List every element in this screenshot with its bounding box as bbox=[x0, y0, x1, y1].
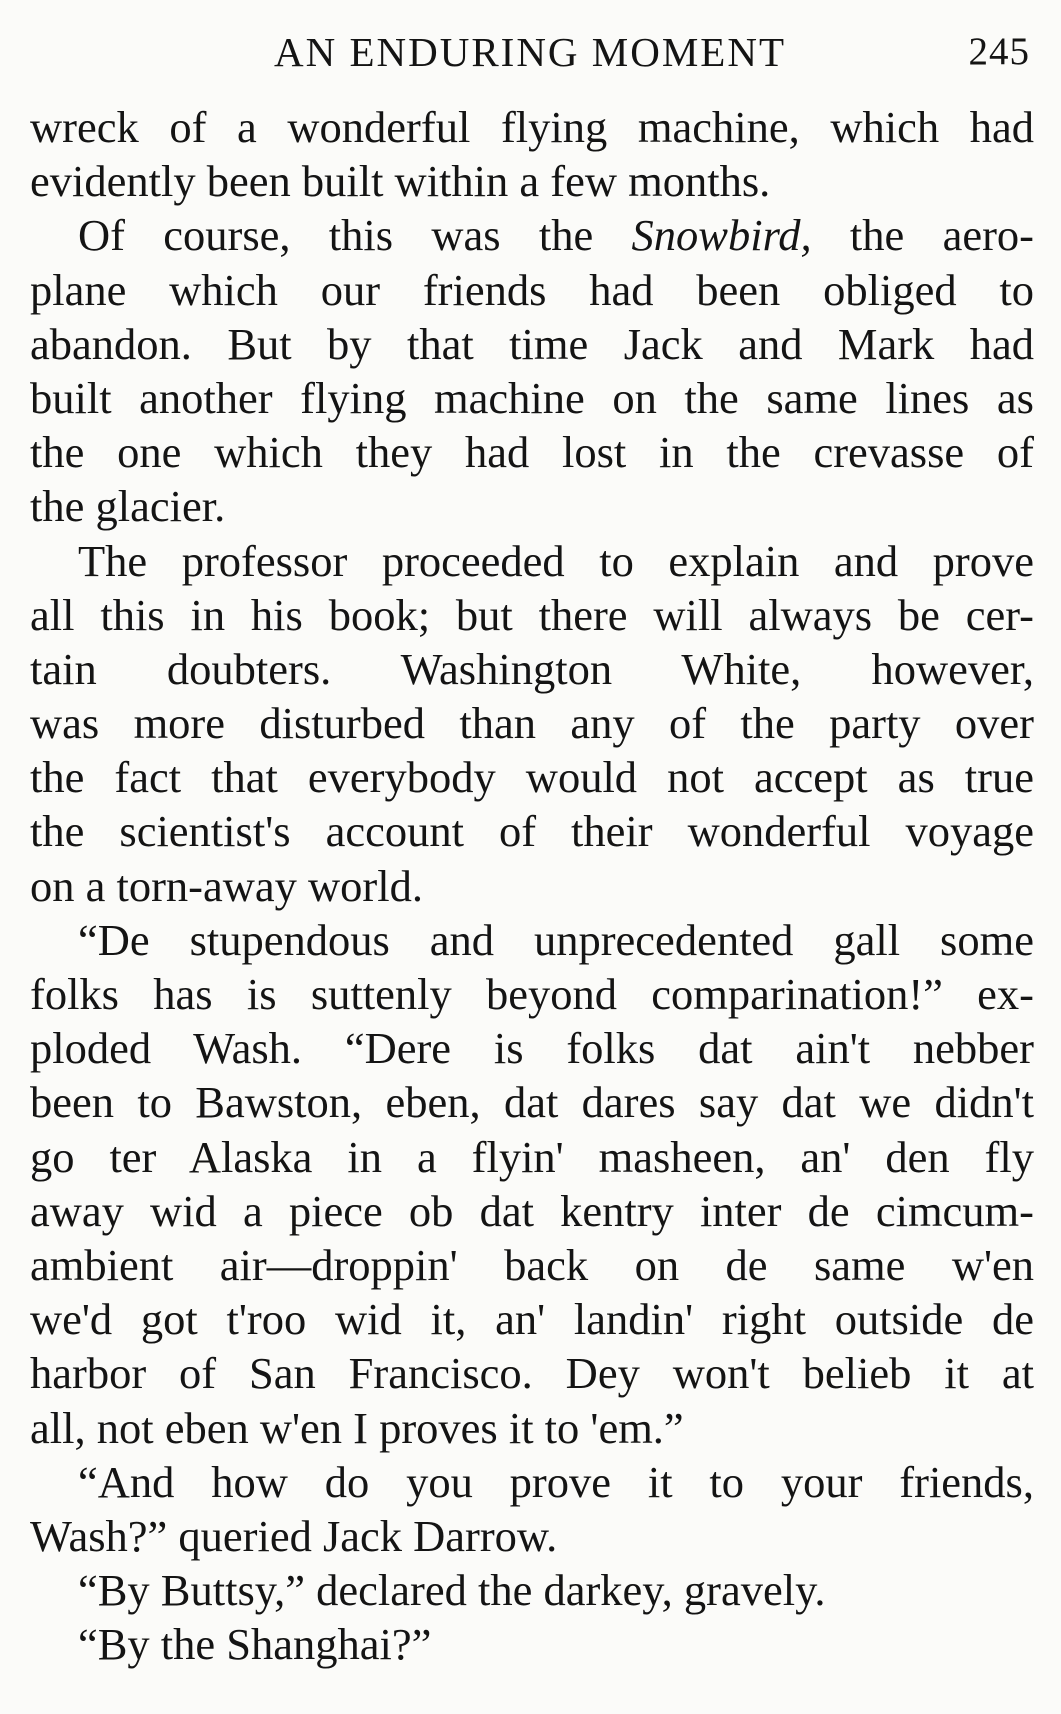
text-line: go ter Alaska in a flyin' masheen, an' den fly bbox=[30, 1131, 1034, 1182]
text-line: evidently been built within a few months. bbox=[30, 156, 771, 207]
text-line: been to Bawston, eben, dat dares say dat we didn't bbox=[30, 1077, 1034, 1128]
text-line: built another flying machine on the same lines as bbox=[30, 372, 1034, 423]
text-line bbox=[30, 208, 1034, 262]
text-line: “By Buttsy,” declared the darkey, gravely. bbox=[78, 1565, 826, 1616]
running-head bbox=[30, 22, 1030, 82]
text-run: the aero- bbox=[811, 210, 1034, 261]
text-line: all this in his book; but there will always be cer- bbox=[30, 589, 1034, 640]
text-line: “De stupendous and unprecedented gall some bbox=[78, 914, 1034, 965]
text-line: ambient air—droppin' back on de same w'en bbox=[30, 1239, 1034, 1290]
text-line: all, not eben w'en I proves it to 'em.” bbox=[30, 1402, 684, 1453]
text-line: plane which our friends had been obliged to bbox=[30, 264, 1034, 315]
text-run: Of course, this was the bbox=[78, 210, 632, 261]
text-line: away wid a piece ob dat kentry inter de cimcum- bbox=[30, 1185, 1034, 1236]
text-line: folks has is suttenly beyond comparination!” ex- bbox=[30, 969, 1034, 1019]
text-line: “And how do you prove it to your friends, bbox=[78, 1456, 1034, 1507]
text-line: ploded Wash. “Dere is folks dat ain't nebber bbox=[30, 1023, 1034, 1074]
text-line: “By the Shanghai?” bbox=[78, 1619, 432, 1670]
text-line: the one which they had lost in the crevasse of bbox=[30, 427, 1034, 478]
text-line: The professor proceeded to explain and prove bbox=[78, 535, 1034, 586]
text-line: the fact that everybody would not accept as true bbox=[30, 752, 1034, 803]
text-line: the scientist's account of their wonderful voyage bbox=[30, 806, 1034, 857]
text-line: Wash?” queried Jack Darrow. bbox=[30, 1510, 558, 1561]
text-line: tain doubters. Washington White, however, bbox=[30, 643, 1034, 694]
running-title: AN ENDURING MOMENT bbox=[273, 29, 787, 75]
text-line: we'd got t'roo wid it, an' landin' right outside de bbox=[30, 1294, 1034, 1345]
text-line: harbor of San Francisco. Dey won't belieb it at bbox=[30, 1348, 1034, 1399]
text-line: the glacier. bbox=[30, 481, 226, 532]
page-number: 245 bbox=[968, 30, 1030, 73]
text-line: wreck of a wonderful flying machine, which had bbox=[30, 102, 1034, 152]
italic-ship-name: Snowbird, bbox=[631, 210, 812, 261]
text-line: abandon. But by that time Jack and Mark had bbox=[30, 318, 1034, 369]
text-line: on a torn-away world. bbox=[30, 860, 423, 911]
body-text bbox=[30, 100, 1034, 1671]
text-line: was more disturbed than any of the party over bbox=[30, 698, 1034, 749]
